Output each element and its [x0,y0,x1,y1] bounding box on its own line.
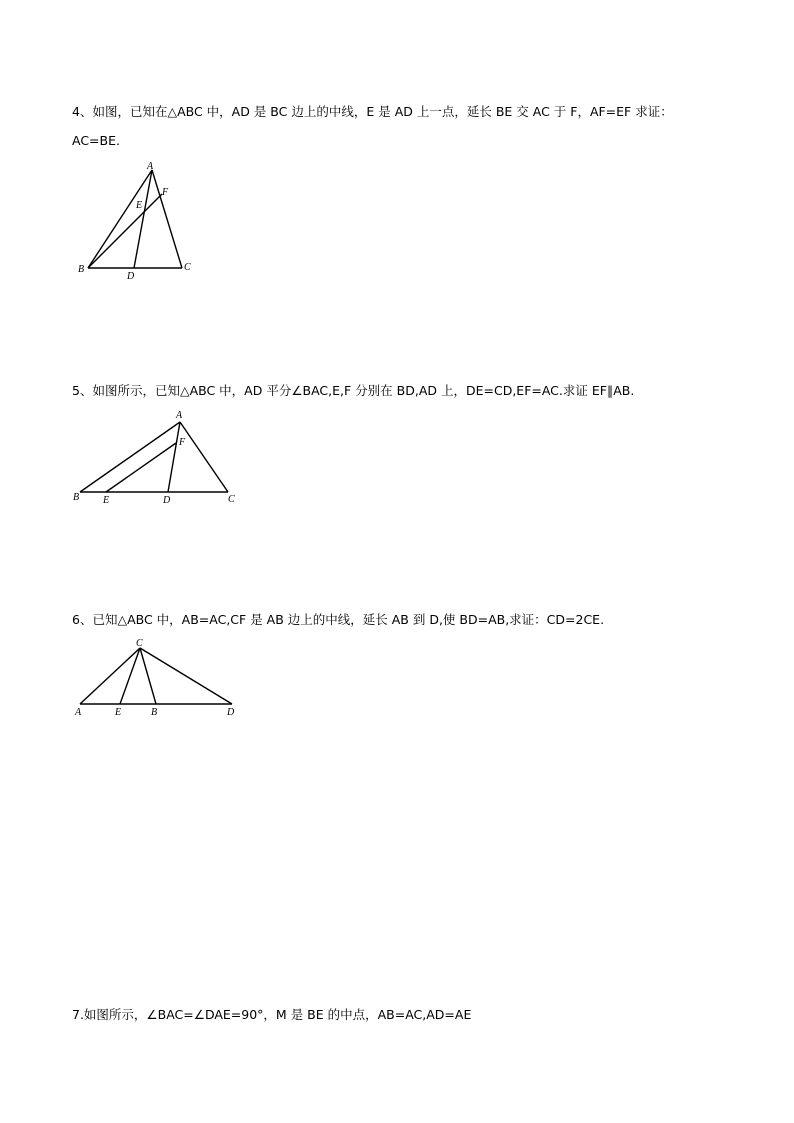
segment-ef [106,443,176,492]
problem-6-text: 6、已知△ABC 中，AB=AC,CF 是 AB 边上的中线，延长 AB 到 D,使 BD=AB,求证：CD=2CE. [72,612,605,627]
label-a: A [147,161,154,172]
label-f: F [179,437,186,448]
label-c: C [136,638,143,649]
label-b: B [73,492,80,503]
problem-4-figure [70,158,210,280]
label-d: D [227,707,235,718]
problem-6-figure [70,636,250,720]
label-a: A [176,410,183,421]
label-b: B [151,707,158,718]
problem-5-figure [70,406,250,506]
segment-ac [152,170,182,268]
label-b: B [78,264,85,275]
label-a: A [75,707,82,718]
segment-ac [80,648,140,704]
label-c: C [184,262,191,273]
segment-bf [88,194,162,268]
label-d: D [163,495,171,506]
problem-4-text-line1: 4、如图，已知在△ABC 中，AD 是 BC 边上的中线，E 是 AD 上一点，延长 BE 交 AC 于 F，AF=EF 求证： [72,104,673,119]
label-c: C [228,494,235,505]
label-d: D [127,271,135,280]
problem-5-text: 5、如图所示，已知△ABC 中，AD 平分∠BAC,E,F 分别在 BD,AD 上，DE=CD,EF=AC.求证 EF∥AB. [72,383,635,398]
problem-4-text-line2: AC=BE. [72,133,120,148]
segment-ab [80,422,180,492]
label-e: E [115,707,122,718]
label-e: E [103,495,110,506]
label-f: F [162,187,169,198]
segment-ac [180,422,228,492]
segment-ad [168,422,180,492]
label-e: E [136,200,143,211]
problem-7-text: 7.如图所示，∠BAC=∠DAE=90°，M 是 BE 的中点，AB=AC,AD=AE [72,1007,472,1022]
